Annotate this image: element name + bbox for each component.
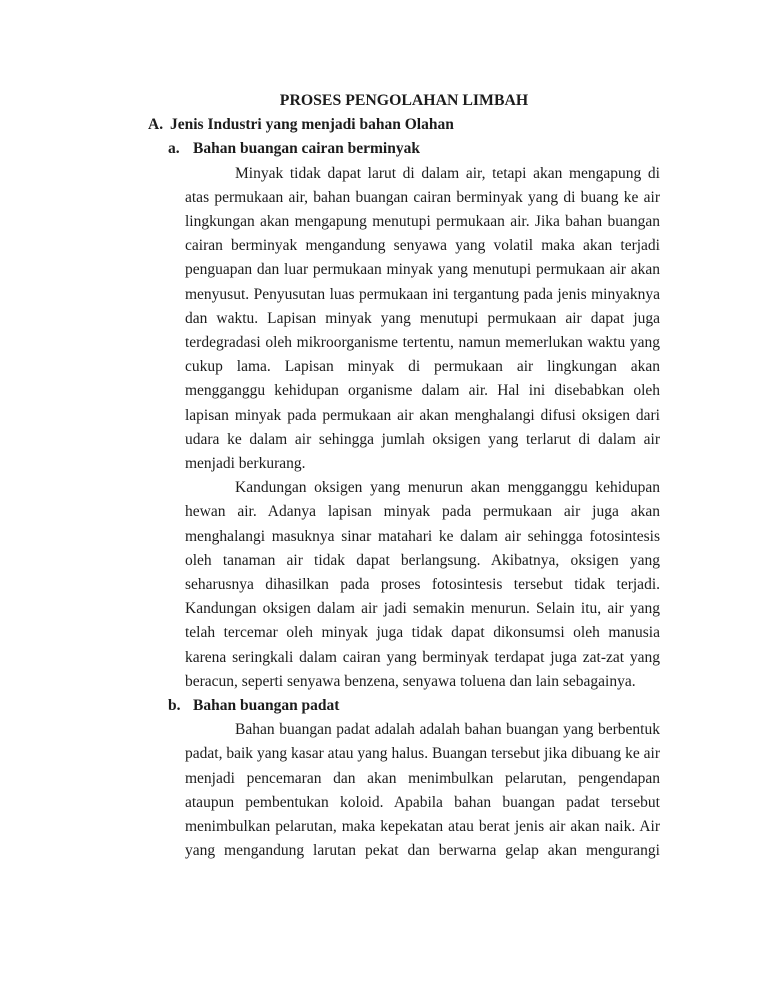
paragraph: Minyak tidak dapat larut di dalam air, tetapi akan mengapung di atas permukaan air, bahan buangan cairan berminyak yang di buang ke air lingkungan akan mengapung menutupi permukaan air. Jika bahan buangan cairan berminyak mengandung senyawa yang volatil maka akan terjadi penguapan dan luar permukaan minyak yang menutupi permukaan air akan menyusut. Penyusutan luas permukaan ini tergantung pada jenis minyaknya dan waktu. Lapisan minyak yang menutupi permukaan air dapat juga terdegradasi oleh mikroorganisme tertentu, namun memerlukan waktu yang cukup lama. Lapisan minyak di permukaan air lingkungan akan mengganggu kehidupan organisme dalam air. Hal ini disebabkan oleh lapisan minyak pada permukaan air akan menghalangi difusi oksigen dari udara ke dalam air sehingga jumlah oksigen yang terlarut di dalam air menjadi berkurang. <box>185 164 660 473</box>
section-label: A. <box>148 116 164 134</box>
paragraph: Bahan buangan padat adalah adalah bahan buangan yang berbentuk padat, baik yang kasar atau yang halus. Buangan tersebut jika dibuang ke air menjadi pencemaran dan akan menimbulkan pelarutan, pengendapan ataupun pembentukan koloid. Apabila bahan buangan padat tersebut menimbulkan pelarutan, maka kepekatan atau berat jenis air akan naik. Air yang mengandung larutan pekat dan berwarna gelap akan mengurangi <box>185 721 660 860</box>
paragraph: Kandungan oksigen yang menurun akan mengganggu kehidupan hewan air. Adanya lapisan minyak pada permukaan air juga akan menghalangi masuknya sinar matahari ke dalam air sehingga fotosintesis oleh tanaman air tidak dapat berlangsung. Akibatnya, oksigen yang seharusnya dihasilkan pada proses fotosintesis tersebut tidak terjadi. Kandungan oksigen dalam air jadi semakin menurun. Selain itu, air yang telah tercemar oleh minyak juga tidak dapat dikonsumsi oleh manusia karena seringkali dalam cairan yang berminyak terdapat juga zat-zat yang beracun, seperti senyawa benzena, senyawa toluena dan lain sebagainya. <box>185 479 660 690</box>
list-item-heading-a <box>148 137 660 161</box>
list-item-heading-b <box>148 694 660 718</box>
list-item-a <box>148 137 660 694</box>
document-title: PROSES PENGOLAHAN LIMBAH <box>279 92 529 109</box>
section-heading-a <box>148 113 660 137</box>
section-heading-text: Jenis Industri yang menjadi bahan Olahan <box>170 116 454 134</box>
list-item-label: b. <box>168 697 181 715</box>
list-item-title: Bahan buangan padat <box>193 697 340 715</box>
list-item-title: Bahan buangan cairan berminyak <box>193 140 420 158</box>
list-item-label: a. <box>168 140 180 158</box>
list-item-b <box>148 694 660 863</box>
